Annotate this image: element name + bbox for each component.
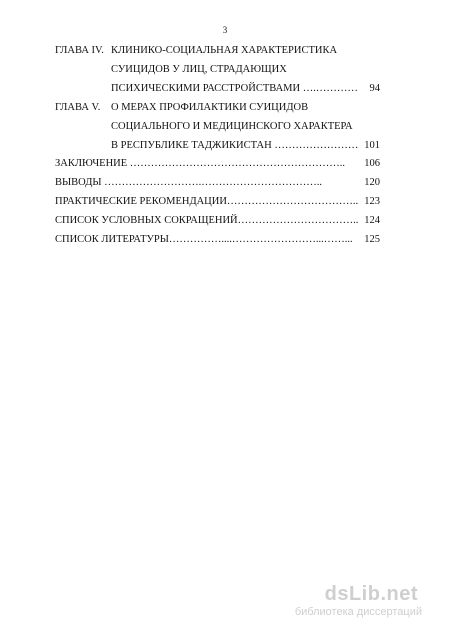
entry-findings-page: 120	[364, 177, 380, 188]
chapter-4-label: ГЛАВА IV.	[55, 45, 104, 56]
entry-bibliography-page: 125	[364, 234, 380, 245]
chapter-5-label: ГЛАВА V.	[55, 102, 101, 113]
chapter-5-title-line-1: О МЕРАХ ПРОФИЛАКТИКИ СУИЦИДОВ	[111, 102, 309, 113]
chapter-4-page: 94	[369, 83, 380, 94]
entry-recommendations-page: 123	[364, 196, 380, 207]
page-number: 3	[222, 25, 228, 35]
watermark-logo: dsLib.net	[324, 583, 418, 605]
entry-conclusion-page: 106	[364, 158, 380, 169]
chapter-5-page: 101	[364, 140, 380, 151]
chapter-4-title-line-2: СУИЦИДОВ У ЛИЦ, СТРАДАЮЩИХ	[111, 64, 287, 75]
chapter-4-title-line-1: КЛИНИКО-СОЦИАЛЬНАЯ ХАРАКТЕРИСТИКА	[111, 45, 338, 56]
watermark-subtitle: библиотека диссертаций	[294, 606, 422, 618]
entry-abbreviations-page: 124	[364, 215, 380, 226]
entry-recommendations: ПРАКТИЧЕСКИЕ РЕКОМЕНДАЦИИ………………………………..	[55, 196, 359, 207]
entry-conclusion: ЗАКЛЮЧЕНИЕ ……………………………………………………..	[55, 158, 346, 169]
entry-bibliography: СПИСОК ЛИТЕРАТУРЫ……………....……………………...……...	[55, 234, 353, 245]
entry-findings: ВЫВОДЫ ……………………….……………………………..	[55, 177, 323, 188]
chapter-5-title-line-2: СОЦИАЛЬНОГО И МЕДИЦИНСКОГО ХАРАКТЕРА	[111, 121, 353, 132]
entry-abbreviations: СПИСОК УСЛОВНЫХ СОКРАЩЕНИЙ……………………………..	[55, 215, 359, 226]
chapter-4-title-line-3: ПСИХИЧЕСКИМИ РАССТРОЙСТВАМИ ….…………	[111, 83, 358, 94]
chapter-5-title-line-3: В РЕСПУБЛИКЕ ТАДЖИКИСТАН ……………………	[111, 140, 359, 151]
